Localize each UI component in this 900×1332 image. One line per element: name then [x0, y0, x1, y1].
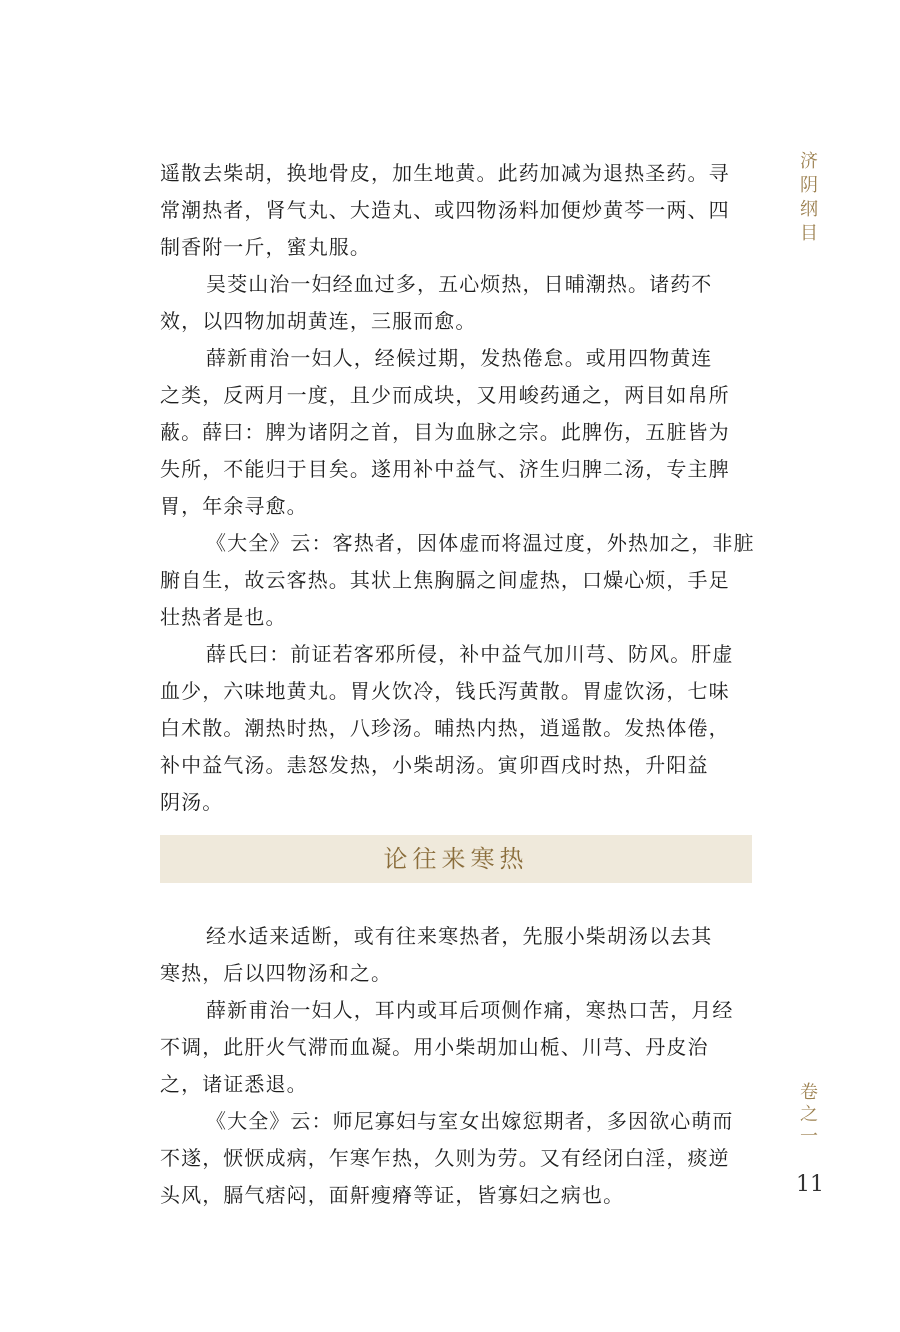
volume-char: 一 [800, 1126, 818, 1147]
paragraph-first-line: 薛新甫治一妇人，经候过期，发热倦怠。或用四物黄连 [206, 346, 713, 370]
paragraph-first-line: 经水适来适断，或有往来寒热者，先服小柴胡汤以去其 [206, 924, 713, 948]
text-line: 腑自生，故云客热。其状上焦胸膈之间虚热，口燥心烦，手足 [160, 568, 730, 592]
section-heading-bar [160, 835, 752, 883]
text-line: 之，诸证悉退。 [160, 1072, 308, 1096]
page-number: 11 [796, 1172, 824, 1197]
text-line: 失所，不能归于目矣。遂用补中益气、济生归脾二汤，专主脾 [160, 457, 730, 481]
running-book-title [797, 150, 821, 246]
text-line: 阴汤。 [160, 790, 224, 814]
text-line: 制香附一斤，蜜丸服。 [160, 235, 371, 259]
paragraph-first-line: 《大全》云：师尼寡妇与室女出嫁愆期者，多因欲心萌而 [206, 1109, 734, 1133]
section-heading: 论往来寒热 [383, 845, 529, 873]
title-char: 纲 [800, 199, 818, 220]
text-line: 血少，六味地黄丸。胃火饮冷，钱氏泻黄散。胃虚饮汤，七味 [160, 679, 730, 703]
title-char: 济 [800, 151, 818, 172]
paragraph-first-line: 薛新甫治一妇人，耳内或耳后项侧作痛，寒热口苦，月经 [206, 998, 734, 1022]
text-line: 效，以四物加胡黄连，三服而愈。 [160, 309, 477, 333]
text-line: 胃，年余寻愈。 [160, 494, 308, 518]
text-line: 蔽。薛曰：脾为诸阴之首，目为血脉之宗。此脾伤，五脏皆为 [160, 420, 730, 444]
paragraph-first-line: 吴茭山治一妇经血过多，五心烦热，日晡潮热。诸药不 [206, 272, 713, 296]
title-char: 阴 [800, 175, 818, 196]
text-line: 不遂，恹恹成病，乍寒乍热，久则为劳。又有经闭白淫，痰逆 [160, 1146, 730, 1170]
running-volume-label [797, 1082, 821, 1148]
paragraph-first-line: 《大全》云：客热者，因体虚而将温过度，外热加之，非脏 [206, 531, 755, 555]
volume-char: 卷 [800, 1082, 818, 1103]
text-line: 补中益气汤。恚怒发热，小柴胡汤。寅卯酉戌时热，升阳益 [160, 753, 709, 777]
text-line: 白术散。潮热时热，八珍汤。晡热内热，逍遥散。发热体倦， [160, 716, 730, 740]
title-char: 目 [800, 223, 818, 244]
text-line: 壮热者是也。 [160, 605, 287, 629]
text-line: 寒热，后以四物汤和之。 [160, 961, 393, 985]
text-line: 常潮热者，肾气丸、大造丸、或四物汤料加便炒黄芩一两、四 [160, 198, 730, 222]
paragraph-first-line: 薛氏曰：前证若客邪所侵，补中益气加川芎、防风。肝虚 [206, 642, 734, 666]
text-line: 头风，膈气痞闷，面鼾瘦瘠等证，皆寡妇之病也。 [160, 1183, 625, 1207]
text-line: 遥散去柴胡，换地骨皮，加生地黄。此药加减为退热圣药。寻 [160, 161, 730, 185]
text-line: 不调，此肝火气滞而血凝。用小柴胡加山栀、川芎、丹皮治 [160, 1035, 709, 1059]
volume-char: 之 [800, 1104, 818, 1125]
text-line: 之类，反两月一度，且少而成块，又用峻药通之，两目如帛所 [160, 383, 730, 407]
